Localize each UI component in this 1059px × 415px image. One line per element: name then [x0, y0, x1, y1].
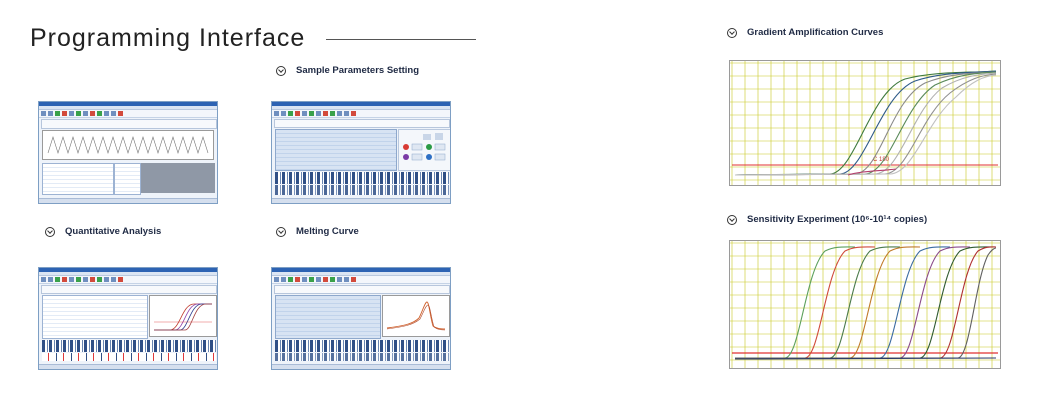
section-quantitative-analysis: Quantitative Analysis — [45, 226, 161, 237]
title-divider — [326, 39, 476, 40]
quantitative-analysis-screenshot — [38, 267, 218, 370]
section-melting-curve: Melting Curve — [276, 226, 359, 237]
page-title: Programming Interface — [30, 24, 306, 52]
chevron-down-icon — [727, 215, 737, 225]
sensitivity-chart-svg — [730, 241, 1000, 368]
chevron-down-icon — [727, 28, 737, 38]
main-window-screenshot — [38, 101, 218, 204]
chevron-down-icon — [276, 227, 286, 237]
section-sensitivity-experiment: Sensitivity Experiment (10⁶-10¹⁴ copies) — [727, 214, 927, 225]
threshold-label: C 180 — [873, 157, 890, 163]
sensitivity-experiment-chart — [729, 240, 1001, 369]
section-gradient-curves: Gradient Amplification Curves — [727, 27, 883, 38]
gradient-chart-svg — [730, 61, 1000, 185]
chevron-down-icon — [276, 66, 286, 76]
sample-parameters-screenshot — [271, 101, 451, 204]
gradient-amplification-chart — [729, 60, 1001, 186]
section-sample-parameters: Sample Parameters Setting — [276, 65, 419, 76]
melting-curve-screenshot — [271, 267, 451, 370]
chevron-down-icon — [45, 227, 55, 237]
